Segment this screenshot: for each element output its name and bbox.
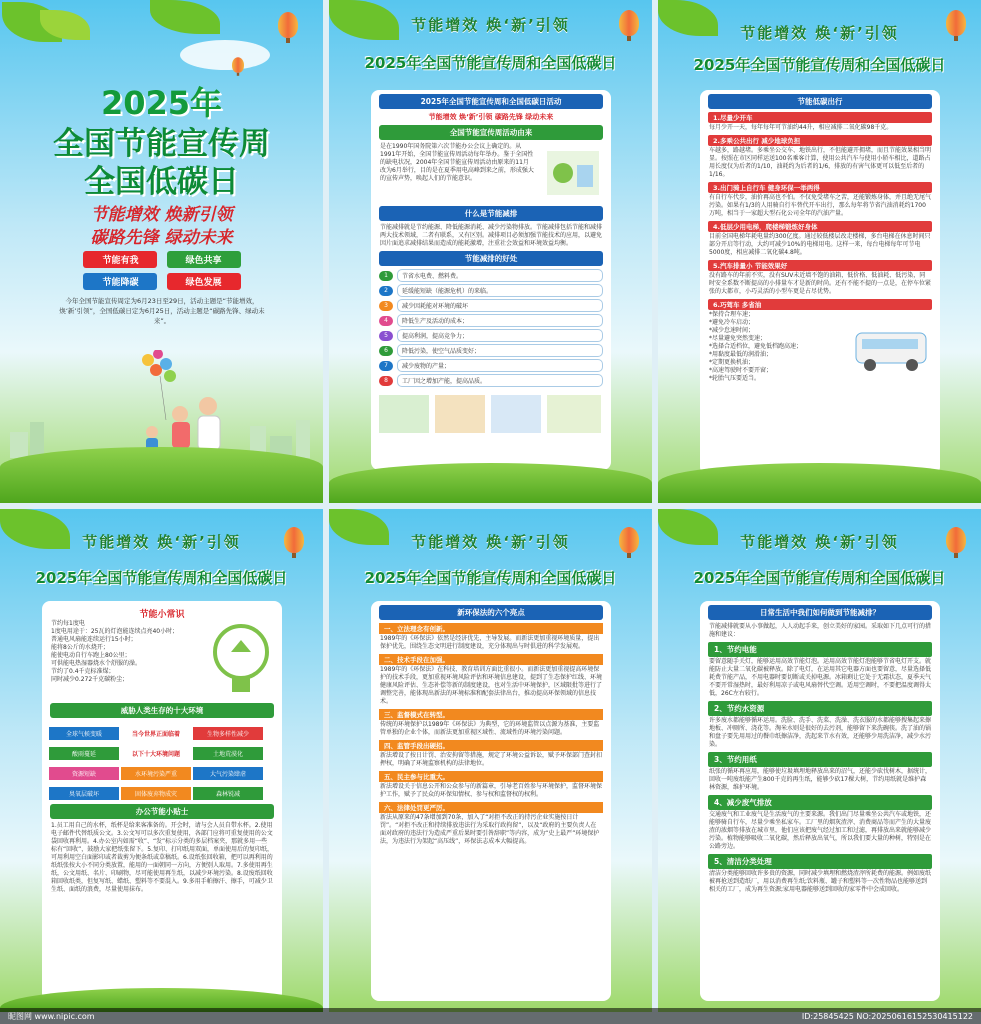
intro-text: 今年全国节能宣传周定为6月23日至29日，活动主题是“节能增效，焕‘新’引领”，全国低碳日定为6月25日，活动主题是“碳路先锋、绿动未来”。 [59, 297, 265, 325]
drive-tip: *轮胎气压要适当。 [709, 375, 761, 382]
fact-line: 可供能电热湿器烧水个舒服的澡。 [51, 660, 142, 667]
drive-tip: *选择合适档位，避免低档跑高速； [709, 343, 803, 350]
panel-travel [658, 0, 981, 503]
law-item-text: 1989年的《环保法》依然是经济优先，主导发展。而新法更加重视环境质量，提出保护优先，围绕生态文明进行制度建设，充分体现出与时俱进的科学发展观。 [380, 635, 600, 650]
threat-cell: 固体废弃物成灾 [121, 787, 191, 800]
year-title: 2025年 [100, 84, 223, 122]
threat-cell: 水环境污染严重 [121, 767, 191, 780]
tag-group [62, 248, 262, 292]
fact-line: 能将8公斤的水烧开； [51, 644, 109, 651]
content-card [371, 601, 611, 1001]
balloon-icon [232, 57, 244, 73]
travel-item-text: 车越多，路越堵。多乘坐公交车、地铁出行，不但能避开拥堵，而且节能效果相当明显。按照在市区同样运送100名乘客计算，使用公共汽车与使用小轿车相比，道路占用长度仅为后者的1/10，油耗约为后者的1/6，排放的有害气体更可以低至后者的1/16。 [709, 147, 932, 178]
daily-item-text: 交通废气和工业废气是生活废气的主要来源。我们出门尽量乘坐公共汽车或地铁，还能够骑自行车，尽量少乘坐私家车。工厂里的烟灰渣滓、消费商品等而产生的大量废渣的浓烟等排放在城市里，他们应该把废气经过加工和过滤，再排放出来就能够减少污染。植物能够吸收二氧化碳，然后释放出氧气，所以我们要大量的种树，特别是在公路旁边。 [709, 811, 932, 850]
benefit-number: 6 [379, 346, 393, 356]
travel-list [700, 112, 940, 310]
lightbulb-recycle-icon [206, 620, 276, 700]
threat-cell: 以下十大环境问题 [121, 747, 191, 760]
benefit-row [379, 269, 603, 282]
bus-illustration [846, 311, 936, 381]
card-header: 日常生活中我们如何做到节能减排？ [708, 605, 932, 620]
main-title-2: 全国低碳日 [84, 164, 239, 200]
content-card [371, 90, 611, 470]
card-header: 节能小常识 [139, 610, 185, 620]
daily-item-title: 5、清洁分类处理 [708, 854, 932, 869]
slogan: 节能增效 焕‘新’引领 [411, 16, 570, 34]
fact-line: 普通电风扇能连续运行15小时； [51, 636, 137, 643]
daily-item-text: 纸张的循环再应用，能够使垃圾填埋地释放出来的沼气，还能少砍伐树木，据统计，回收一吨废纸能产生800千克的再生纸，能够少砍17棵大树，节约用纸就是维护森林资源，维护环境。 [709, 768, 932, 791]
section-title: 办公节能小贴士 [50, 804, 274, 819]
benefit-text: 降低生产及活动的成本； [397, 314, 603, 327]
travel-item-text: 目前全国电梯年耗电量约300亿度。通过较低楼层改走楼梯，多台电梯在休息时间只部分开启等行动，大约可减少10%的电梯用电。这样一来，每台电梯每年可节电5000度，相应减排二氧化碳4.8吨。 [709, 233, 931, 256]
sub-slogan-1: 节能增效 焕新引领 [90, 205, 233, 225]
slogan: 节能增效 焕‘新’引领 [740, 533, 899, 551]
drive-tip: *避免冷车启动； [709, 319, 755, 326]
threat-cell: 全球气候变暖 [49, 727, 119, 740]
benefit-number: 4 [379, 316, 393, 326]
balloon-icon [278, 12, 298, 38]
travel-item-title: 4.低层少用电梯，爬楼梯锻炼好身体 [708, 221, 932, 232]
threat-cell: 臭氧层破坏 [49, 787, 119, 800]
threat-cell: 当今世界正面临着 [121, 727, 191, 740]
daily-item-text: 清洁分类能够回收许多贵的资源，同时减少填埋和燃烧渣滓所耗费的能源。例如废纸被再抢送到造纸厂，用以消费再生纸;饮料瓶、罐子和塑料等一次性物品也能够送到相关的工厂，成为再生资源;家用电器能够送到回收的家零件中会成回收。 [709, 870, 932, 893]
benefit-number: 5 [379, 331, 393, 341]
law-item-title: 五、民主参与比重大。 [379, 771, 603, 782]
travel-item-title: 5.汽车排量小 节能效果好 [708, 260, 932, 271]
travel-item-title: 3.出门骑上自行车 健身环保一举两得 [708, 182, 932, 193]
fact-line: 同时减少0.272千克碳粉尘； [51, 676, 129, 683]
benefit-number: 2 [379, 286, 393, 296]
intro-text: 节能减排就要从小事做起，人人动起手来，创立美好的家园。采取如下几点可行的措施和建议： [709, 623, 932, 638]
benefit-row [379, 344, 603, 357]
tag: 节能降碳 [83, 273, 157, 290]
drive-tip: *高速驾驶时不要开窗； [709, 367, 773, 374]
site-label: 昵图网 www.nipic.com [8, 1011, 95, 1021]
daily-item-title: 3、节约用纸 [708, 752, 932, 767]
threat-cell: 森林锐减 [193, 787, 263, 800]
illustration-strip [371, 391, 611, 437]
threat-cell: 资源短缺 [49, 767, 119, 780]
travel-item-text: 有自行车代步，油价再高也不怕。不仅免受堵车之苦，还能锻炼身体，并且绝无尾气污染。如果有1/3的人用骑自行车替代开车出行，那么每年将节省汽油消耗约1700万吨，相当于一家超大型石化公司全年的汽油产量。 [709, 194, 932, 217]
drive-tips [700, 311, 846, 383]
benefit-row [379, 299, 603, 312]
daily-list [700, 642, 940, 894]
content-card [700, 90, 940, 475]
fact-line: 节约每1度电 [51, 620, 85, 627]
law-item-title: 三、监督模式在转型。 [379, 709, 603, 720]
office-tips: 1.员工用自己的水杯，纸杯是给来客准备的。开会时，请与会人员自带水杯。2.使用电子邮件代替纸质公文。3.公文写可以多次重复使用，各部门应将可重复使用的公文袋回收再利用。4.办公室内如需“收”、“发”标示分类的多层档案夹，那就多用一些标有“回收”，鼓励大家把纸张留下。5.复印、打印纸用双面，单面使用后的复印纸，可用利用空白面影印或者裁剪为便条纸或草稿纸。6.设纸张回收箱，把可以再利用的纸纸张按大小不同分类放置，能用的一面朝同一方向，方便别人取用。7.多使用再生纸，公文用纸、名片、印刷物，尽可能使用再生纸，以减少环境污染。8.设废纸回收箱回收纸类，但复写纸、蜡纸、塑料等不要混入。9.多用手帕擦汗、擦手，可减少卫生纸、面纸的浪费，尽量使用抹布。 [51, 822, 273, 893]
slogan: 节能增效 焕‘新’引领 [411, 533, 570, 551]
drive-tip: *尽量避免突然变速； [709, 335, 767, 342]
daily-item-text: 要留意随手关灯，能够运用高效节能灯泡。运用高效节能灯泡能够节省电灯开支。就能防止大量二氧化碳被释放。除了电灯，在运用其它电器方面也要留意，尽量选择低耗费节能产品，不用电器时要切断或关掉电源。冰箱剩让它处于无霜状态，夏季天气不要开常湿热时，最好利用凉子或电风扇替代空调。适用空调时，不要把温度调得太低，26C左右较行。 [709, 658, 932, 697]
drive-tip: *定期更换机油； [709, 359, 755, 366]
panel-title: 2025年全国节能宣传周和全国低碳日 [364, 569, 617, 587]
threat-grid [42, 721, 282, 801]
travel-item-text: 没有路车的年前不实，没有SUV未近墙不饱的油箱，低价格、低油耗、低污染，同时安全系数不断提高的小排量车才是新的时尚。还有不能不提的一点是，在停车位紧张的大都市，小巧灵活的小型车更是占尽优势。 [709, 272, 932, 295]
benefit-text: 延缓能短缺（能源危机）的来临。 [397, 284, 603, 297]
main-title-1: 全国节能宣传周 [53, 126, 270, 162]
benefit-text: 减少废物的产量； [397, 359, 603, 372]
panel-cover [0, 0, 323, 503]
section-title: 什么是节能减排 [379, 206, 603, 221]
benefit-text: 减少因耗能对环境的破坏 [397, 299, 603, 312]
law-item-title: 六、法律处罚更严厉。 [379, 802, 603, 813]
section-title: 威胁人类生存的十大环境 [50, 703, 274, 718]
section-text: 是在1990年国务院第六次节能办公会议上确定的。从1991年开始，全国节能宣传周活动每年举办。鉴于全国性的缺电状况，2004年全国节能宣传周活动由原来的11月改为6月举行，目的是在夏季用电高峰到来之前，形成强大的宣传声势，唤起人们的节能意识。 [380, 143, 534, 182]
law-list [371, 623, 611, 846]
drive-tip: *用黏度最低的润滑油； [709, 351, 773, 358]
threat-cell: 土地荒漠化 [193, 747, 263, 760]
travel-item-title: 2.多乘公共出行 减少地球负担 [708, 135, 932, 146]
benefit-row [379, 329, 603, 342]
fact-line: 1度电用途于：25瓦的灯泡能连续点亮40小时； [51, 628, 179, 635]
panel-law [329, 509, 652, 1012]
benefit-number: 7 [379, 361, 393, 371]
daily-item-title: 1、节约电能 [708, 642, 932, 657]
threat-cell: 酸雨蔓延 [49, 747, 119, 760]
panel-title: 2025年全国节能宣传周和全国低碳日 [693, 569, 946, 587]
section-title: 节能减排的好处 [379, 251, 603, 266]
tag: 节能有我 [83, 251, 157, 268]
tag: 绿色发展 [167, 273, 241, 290]
id-label: ID:25845425 NO:20250616152530415122 [801, 1011, 973, 1021]
panel-tips [0, 509, 323, 1012]
benefit-list [371, 269, 611, 387]
card-subheader: 节能增效 焕‘新’引领 碳路先锋 绿动未来 [428, 113, 554, 121]
card-header: 2025年全国节能宣传周和全国低碳日活动 [379, 94, 603, 109]
benefit-text: 提高利润，提高竞争力； [397, 329, 603, 342]
law-item-title: 一、立法理念有创新。 [379, 623, 603, 634]
benefit-number: 8 [379, 376, 393, 386]
benefit-text: 工厂因之增加产能，提高品质。 [397, 374, 603, 387]
sub-slogan-2: 碳路先锋 绿动未来 [90, 228, 233, 248]
law-item-text: 传统的环境保护以1989年《环保法》为典型，它的环境监管以点源为基准，主要监管单独的企业个体，而新法更加重视区域性、流域性的环境污染问题。 [380, 721, 600, 736]
content-card [700, 601, 940, 1001]
benefit-text: 降低污染，使空气品质变好； [397, 344, 603, 357]
threat-cell: 生物多样性减少 [193, 727, 263, 740]
threat-cell: 大气污染肆虐 [193, 767, 263, 780]
benefit-row [379, 374, 603, 387]
panel-title: 2025年全国节能宣传周和全国低碳日 [35, 569, 288, 587]
fact-line: 能使电动自行车跑上80公里； [51, 652, 131, 659]
daily-item-title: 4、减少废气排放 [708, 795, 932, 810]
card-header: 新环保法的六个亮点 [379, 605, 603, 620]
illustration [543, 143, 603, 203]
law-item-title: 四、监管手段出硬招。 [379, 740, 603, 751]
section-text: 节能减排就是节约能源、降低能源消耗、减少污染物排放。节能减排包括节能和减排两大技术领域，二者有联系，又有区别。减排项目必须加强节能技术的应用，以避免因片面追求减排结果而造成的能耗激增，注重社会效益和环境效益均衡。 [380, 224, 603, 247]
travel-item-text: 每月少开一天，每年每年可节油约44升，相应减排二氧化碳98千克。 [709, 124, 893, 131]
benefit-row [379, 314, 603, 327]
benefit-number: 3 [379, 301, 393, 311]
drive-tip: *减少怠速时间； [709, 327, 755, 334]
benefit-text: 节省水电费、燃料费。 [397, 269, 603, 282]
daily-item-text: 许多废水都能够循环运用。洗脸、洗手、洗菜、洗澡、洗衣服的水都能够搜集起来擦地板、冲厕所、浇花等。淘米水则是很好的去污剂，能够留下来洗碗筷。洗了油的锅和盘子要先用用过的餐巾纸擦洁净，洗起来节水有效，还能够少用洗洁净，减少水污染。 [709, 717, 932, 748]
content-card [42, 601, 282, 1001]
travel-item-title: 6.巧驾车 多省油 [708, 299, 932, 310]
panel-title: 2025年全国节能宣传周和全国低碳日 [364, 54, 617, 72]
panel-daily [658, 509, 981, 1012]
panel-activity [329, 0, 652, 503]
watermark-footer [0, 1008, 981, 1024]
panel-title: 2025年全国节能宣传周和全国低碳日 [693, 56, 946, 74]
benefit-row [379, 359, 603, 372]
law-item-text: 1989年的《环保法》在科技、教育培训方面比重很小。而新法更加重视提高环境保护的技术手段，更加重视环境风险评估和环境信息建设，提到了生态保护红线、环境健康风险评估、生态补偿等新的制度建设，也对生活中环境保护，区域限批等进行了调整完善，能体现出新法的环境标准和配套法律出台，推动提高环保领域的信息技术。 [380, 666, 603, 705]
card-header: 节能低碳出行 [708, 94, 932, 109]
travel-item-title: 1.尽量少开车 [708, 112, 932, 123]
fact-line: 节约了0.4千克标准煤； [51, 668, 115, 675]
law-item-text: 新法增设关于信息公开和公众参与的新篇章，引导老百姓参与环境保护，监督环境保护工作，赋予了民众的环保知情权、参与权和监督权的权利。 [380, 783, 603, 798]
tag: 绿色共享 [167, 251, 241, 268]
benefit-row [379, 284, 603, 297]
slogan: 节能增效 焕‘新’引领 [740, 24, 899, 42]
law-item-title: 二、技术手段在加强。 [379, 654, 603, 665]
drive-tip: *保持合理车速； [709, 311, 755, 318]
law-item-text: 新法从原来的47条增加到70条，加入了“对拒不改正的持污企业实施按日计罚”。“对拒不改正和持续排放违法行为采取行政拘留”，以及“政府的主要负责人在面对政府的违法行为造成严重后果时要引咎辞职”等内容，成为“史上最严”环境保护法，为违法行为架起“高压线”，环保法志成本大幅提高。 [380, 814, 600, 845]
section-title: 全国节能宣传周活动由来 [379, 125, 603, 140]
law-item-text: 新法增设了按日计罚、治安拘留等措施，规定了环境公益诉讼，赋予环保部门查封扣押权，明确了环境监察机构的法律地位。 [380, 752, 603, 767]
daily-item-title: 2、节约水资源 [708, 701, 932, 716]
benefit-number: 1 [379, 271, 393, 281]
fact-list [42, 620, 206, 700]
slogan: 节能增效 焕‘新’引领 [82, 533, 241, 551]
